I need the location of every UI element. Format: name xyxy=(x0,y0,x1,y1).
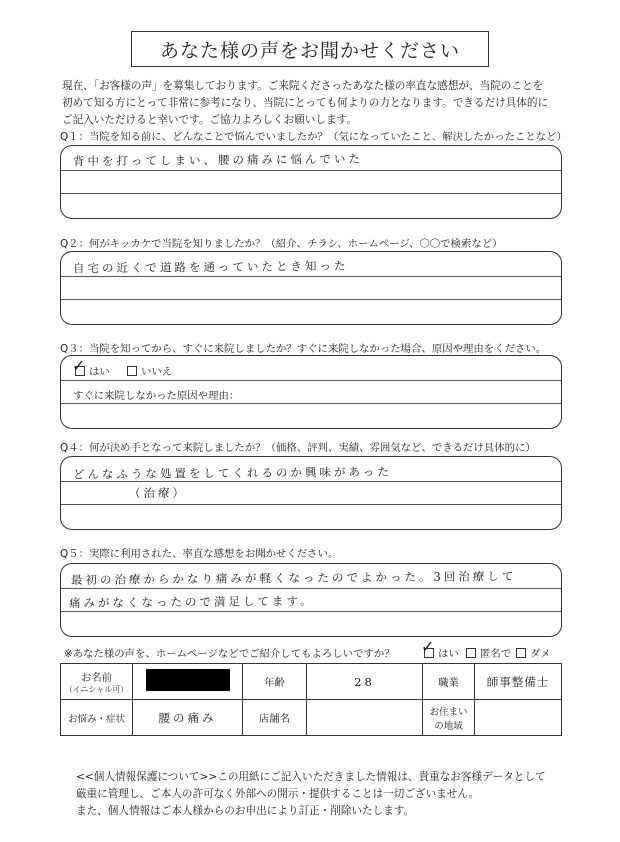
privacy-line: <<個人情報保護について>>この用紙にご記入いただきました情報は、貴重なお客様データとして xyxy=(76,771,546,783)
intro-text xyxy=(62,78,572,129)
q1-answer: 背中を打ってしまい、腰の痛みに悩んでいた xyxy=(72,151,364,169)
checkmark-icon: ✓ xyxy=(421,637,435,656)
area-field[interactable] xyxy=(475,700,562,736)
consent-anonymous-checkbox[interactable] xyxy=(466,648,476,658)
q3-no-checkbox[interactable] xyxy=(127,366,137,376)
name-sub-label: （イニシャル可） xyxy=(64,684,129,694)
privacy-line: 厳重に管理し、ご本人の許可なく外部への開示・提供することは一切ございません。 xyxy=(76,788,480,800)
consent-no-checkbox[interactable] xyxy=(516,648,526,658)
store-field[interactable] xyxy=(307,700,423,736)
checkmark-icon: ✓ xyxy=(72,356,86,375)
q4-answer-box[interactable] xyxy=(60,456,562,530)
q2-answer-box[interactable] xyxy=(60,251,562,325)
q1-answer-box[interactable] xyxy=(60,145,562,219)
form-title: あなた様の声をお聞かせください xyxy=(131,31,489,67)
q1-question: Q１：当院を知る前に、どんなことで悩んでいましたか？（気になっていたこと、解決したかったことなど） xyxy=(60,131,567,143)
concern-label: お悩み・症状 xyxy=(61,700,133,736)
age-value: 28 xyxy=(354,674,375,689)
store-label: 店舗名 xyxy=(243,700,307,736)
q3-answer-box[interactable] xyxy=(60,355,562,429)
area-label-line1: お住まい xyxy=(429,706,468,718)
q2-question: Q２：何がキッカケで当院を知りましたか？（紹介、チラシ、ホームページ、〇〇で検索など） xyxy=(60,238,503,250)
concern-field[interactable] xyxy=(133,700,243,736)
intro-line: 初めて知る方にとって非常に参考になり、当院にとっても何よりの力となります。できるだけ具体的に xyxy=(62,97,549,109)
q4-question: Q４：何が決め手となって来院しましたか？（価格、評判、実績、雰囲気など、できるだけ具体的に） xyxy=(60,442,536,454)
q4-answer-note: （治療） xyxy=(128,485,188,501)
q5-question: Q５：実際に利用された、率直な感想をお聞かせください。 xyxy=(60,548,339,560)
q5-answer-line1: 最初の治療からかなり痛みが軽くなったのでよかった。3回治療して xyxy=(70,569,517,587)
q3-no-option[interactable]: いいえ xyxy=(127,363,172,378)
q5-answer-box[interactable] xyxy=(60,563,562,637)
consent-no-option[interactable]: ダメ xyxy=(516,645,551,660)
q3-reason-label: すぐに来院しなかった原因や理由： xyxy=(73,390,240,402)
area-label-line2: の地域 xyxy=(434,720,463,732)
q3-question: Q３：当院を知ってから、すぐに来院しましたか？すぐに来院しなかった場合、原因や理由をください。 xyxy=(60,343,547,355)
area-label-cell xyxy=(423,700,475,736)
job-field[interactable] xyxy=(475,664,562,700)
q3-yes-option[interactable]: はい xyxy=(75,363,110,378)
q5-answer-line2: 痛みがなくなったので満足してます。 xyxy=(68,593,315,611)
intro-line: ご記入いただけると幸いです。ご協力よろしくお願いします。 xyxy=(62,114,357,126)
personal-info-table xyxy=(60,663,562,736)
q2-answer: 自宅の近くで道路を通っていたとき知った xyxy=(72,258,349,276)
job-label: 職業 xyxy=(423,664,475,700)
privacy-notice xyxy=(76,769,576,820)
privacy-line: また、個人情報はご本人様からのお申出により訂正・削除いたします。 xyxy=(76,805,415,817)
name-field[interactable] xyxy=(133,664,243,700)
job-value: 師事整備士 xyxy=(486,674,550,689)
concern-value: 腰の痛み xyxy=(158,710,217,725)
q4-answer: どんなふうな処置をしてくれるのか興味があった xyxy=(72,464,392,482)
age-field[interactable] xyxy=(307,664,423,700)
name-label: お名前 xyxy=(80,671,113,684)
redacted-name xyxy=(146,669,230,691)
consent-question: ※あなた様の声を、ホームページなどでご紹介してもよろしいですか？ xyxy=(64,648,395,660)
consent-anonymous-option[interactable]: 匿名で xyxy=(466,645,511,660)
consent-yes-option[interactable]: はい xyxy=(424,645,459,660)
age-label: 年齢 xyxy=(243,664,307,700)
name-label-cell xyxy=(61,664,133,700)
intro-line: 現在、「お客様の声」を募集しております。ご来院くださったあなた様の率直な感想が、当院のことを xyxy=(62,80,544,92)
